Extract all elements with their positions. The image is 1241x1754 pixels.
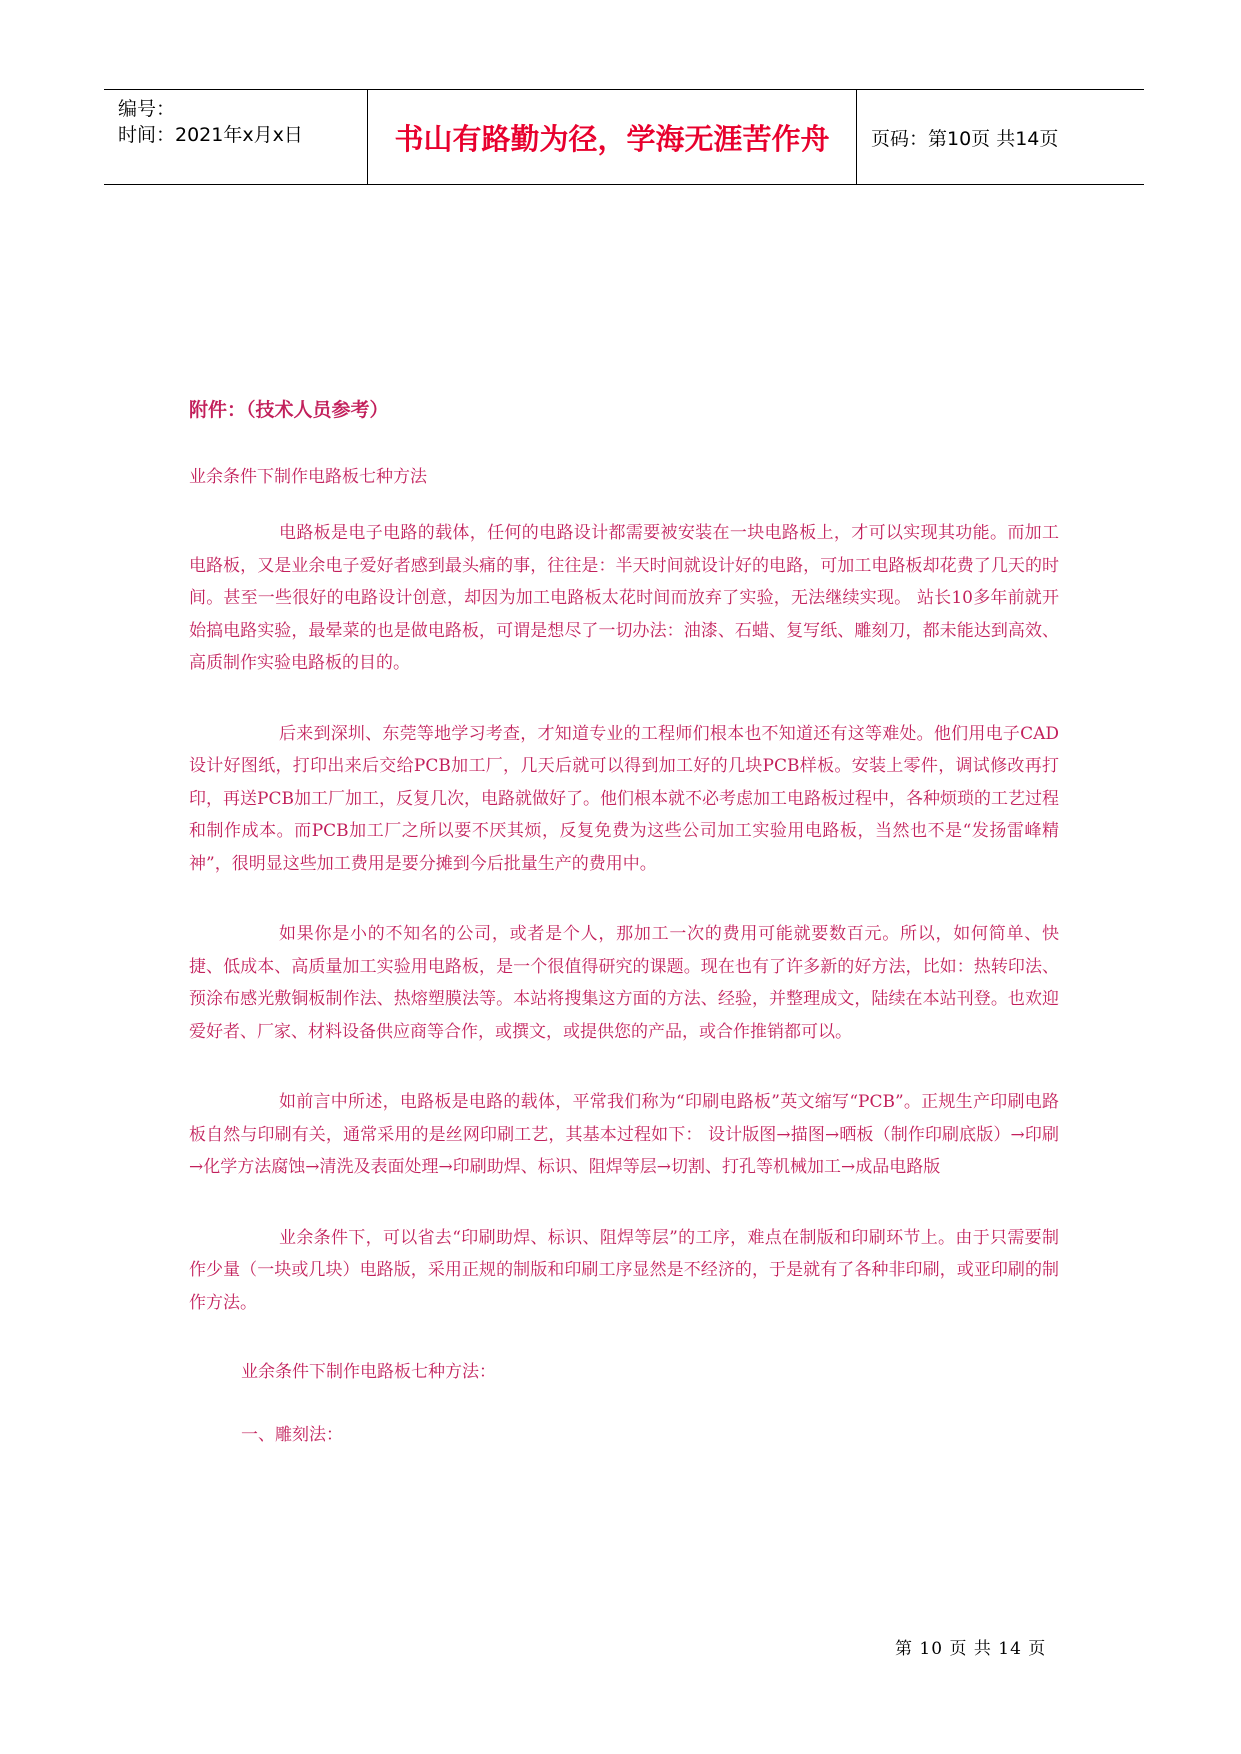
- document-body: [189, 395, 1059, 1445]
- document-number-label: 编号：: [118, 98, 176, 120]
- paragraph: 后来到深圳、东莞等地学习考查，才知道专业的工程师们根本也不知道还有这等难处。他们用电子CAD设计好图纸，打印出来后交给PCB加工厂，几天后就可以得到加工好的几块PCB样板。安装上零件，调试修改再打印，再送PCB加工厂加工，反复几次，电路就做好了。他们根本就不必考虑加工电路板过程中，各种烦琐的工艺过程和制作成本。而PCB加工厂之所以要不厌其烦，反复免费为这些公司加工实验用电路板，当然也不是“发扬雷峰精神”，很明显这些加工费用是要分摊到今后批量生产的费用中。: [189, 723, 1059, 874]
- header-page-info: 页码：第10页 共14页: [871, 127, 1059, 150]
- article-title: 业余条件下制作电路板七种方法: [189, 467, 427, 487]
- paragraph: 如前言中所述，电路板是电路的载体，平常我们称为“印刷电路板”英文缩写“PCB”。正规生产印刷电路板自然与印刷有关，通常采用的是丝网印刷工艺，其基本过程如下： 设计版图→描图→晒板（制作印刷底版）→印刷→化学方法腐蚀→清洗及表面处理→印刷助焊、标识、阻焊等层→切割、打孔等机械加工→成品电路版: [189, 1092, 1059, 1177]
- document-time-label: 时间：2021年x月x日: [118, 124, 303, 146]
- method-one-heading: 一、雕刻法：: [241, 1425, 343, 1445]
- paragraph: 如果你是小的不知名的公司，或者是个人，那加工一次的费用可能就要数百元。所以，如何简单、快捷、低成本、高质量加工实验用电路板，是一个很值得研究的课题。现在也有了许多新的好方法，比如：热转印法、预涂布感光敷铜板制作法、热熔塑膜法等。本站将搜集这方面的方法、经验，并整理成文，陆续在本站刊登。也欢迎爱好者、厂家、材料设备供应商等合作，或撰文，或提供您的产品，或合作推销都可以。: [189, 924, 1059, 1042]
- page-header: [104, 89, 1144, 185]
- attachment-title: 附件：（技术人员参考）: [189, 399, 389, 421]
- section-heading: 业余条件下制作电路板七种方法：: [241, 1362, 496, 1382]
- header-motto: 书山有路勤为径，学海无涯苦作舟: [368, 90, 857, 184]
- page-footer: 第 10 页 共 14 页: [895, 1639, 1047, 1659]
- paragraph: 业余条件下，可以省去“印刷助焊、标识、阻焊等层”的工序，难点在制版和印刷环节上。由于只需要制作少量（一块或几块）电路版，采用正规的制版和印刷工序显然是不经济的，于是就有了各种非印刷，或亚印刷的制作方法。: [189, 1227, 1059, 1313]
- paragraph: 电路板是电子电路的载体，任何的电路设计都需要被安装在一块电路板上，才可以实现其功能。而加工电路板，又是业余电子爱好者感到最头痛的事，往往是：半天时间就设计好的电路，可加工电路板却花费了几天的时间。甚至一些很好的电路设计创意，却因为加工电路板太花时间而放弃了实验，无法继续实现。 站长10多年前就开始搞电路实验，最晕菜的也是做电路板，可谓是想尽了一切办法：油漆、石蜡、复写纸、雕刻刀，都未能达到高效、高质制作实验电路板的目的。: [189, 523, 1059, 673]
- header-meta: [104, 90, 368, 184]
